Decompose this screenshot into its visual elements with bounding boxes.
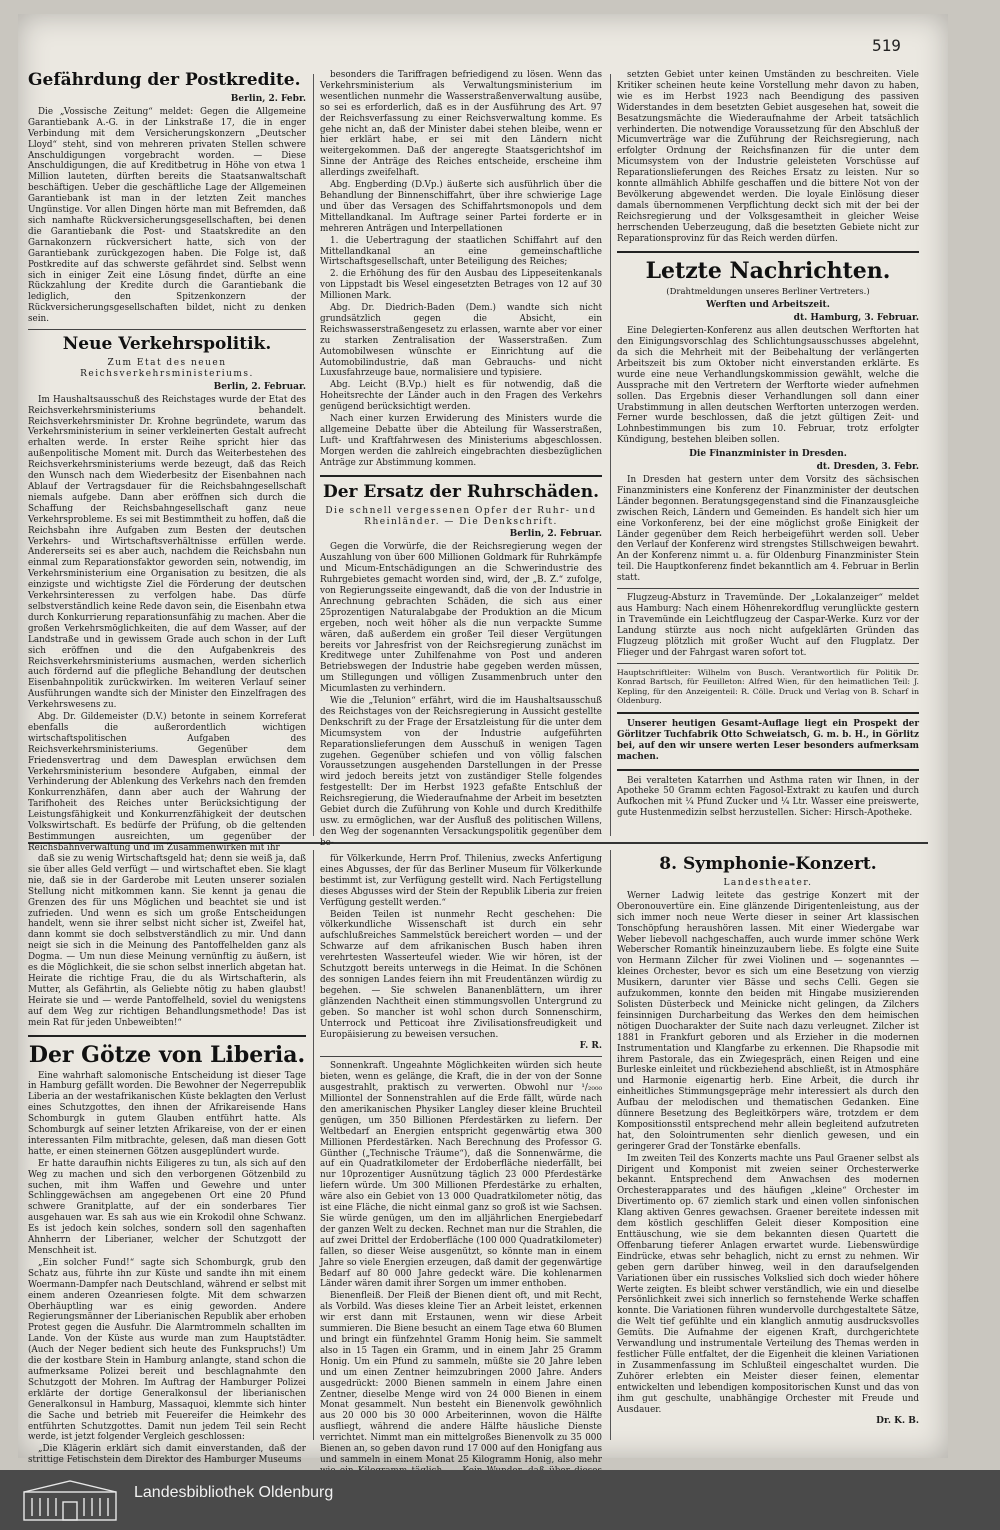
- newspaper-page: [18, 14, 948, 1466]
- column-rule: [313, 74, 314, 836]
- column-3-top: [617, 70, 919, 838]
- column-2-bottom: [320, 854, 602, 1465]
- article-paragraph: „Ein solcher Fund!“ sagte sich Schomburgk, grub den Schatz aus, führte ihn zur Küste und sandte ihn mit einem Woermann-Dampfer nach Deutschland, während er selbst mit einem anderen Ozeanriesen folgte. Mit dem schwarzen Oberhäuptling war es einig geworden. Andere Regierungsmänner der Liberianischen Republik aber erhoben Protest gegen die Ausfuhr. Die Alarmtrommeln schallten im Lande. Von der Küste aus wurde man zum Hauptstädter. (Auch der Neger bedient sich heute des Funkspruchs!) Um die der kostbare Stein in Hamburg anlangte, stand schon die aufmerksame Polizei bereit und beschlagnahmte den Schutzgott der Mohren. Im Auftrag der Hamburger Polizei erklärte der dortige Generalkonsul der liberianischen Generalkonsul in Hamburg, Massaquoi, klemmte sich hinter die Sache und betrieb mit Feuereifer die Heimkehr des entführten Schutzgottes. Damit nun jedem Teil sein Recht werde, ist jetzt folgender Vergleich geschlossen:: [28, 1257, 306, 1443]
- dateline: Berlin, 2. Februar.: [509, 529, 602, 540]
- article-title-verkehrspolitik: Neue Verkehrspolitik.: [62, 334, 272, 355]
- column-rule: [313, 850, 314, 1440]
- divider: [28, 1035, 306, 1037]
- article-title-nachrichten: Letzte Nachrichten.: [645, 257, 891, 284]
- article-subtitle: (Drahtmeldungen unseres Berliner Vertreters.): [666, 286, 870, 297]
- advertisement: Bei veralteten Katarrhen und Asthma raten wir Ihnen, in der Apotheke 50 Gramm echten Fagosol-Extrakt zu kaufen und durch Aufkochen mit ¼ Pfund Zucker und ¼ Ltr. Wasser eine preiswerte, gute Hustenmedizin selbst herzustellen. Sicher: Hirsch-Apotheke.: [617, 775, 919, 819]
- article-paragraph: Bienenfleiß. Der Fleiß der Bienen dient oft, und mit Recht, als Vorbild. Was dieses kleine Tier an Arbeit leistet, erkennen wir erst dann mit Erstaunen, wenn wir diese Arbeit summieren. Die Biene besucht an einem Tage etwa 60 Blumen und bringt ein fünfzehntel Gramm Honig heim. Sie sammelt also in 15 Tagen ein Gramm, und in einem Jahr 25 Gramm Honig. Um ein Pfund zu sammeln, müßte sie 20 Jahre leben und um einen Zentner heimzubringen 2000 Jahre. Anders ausgedrückt: 2000 Bienen sammeln in einem Jahre einen Zentner, dieselbe Menge wird von 24 000 Bienen in einem Monat gesammelt. Nun besteht ein Bienenvolk gewöhnlich aus 20 000 bis 30 000 Arbeiterinnen, wovon die Hälfte ausfliegt, während die andere Hälfte häusliche Dienste verrichtet. Nimmt man ein mittelgroßes Bienenvolk zu 35 000 Bienen an, so geben davon rund 17 000 auf den Honigfang aus und sammeln in einem Monat 25 Kilogramm Honig, also mehr: [320, 1291, 602, 1465]
- article-paragraph: setzten Gebiet unter keinen Umständen zu beschreiten. Viele Kritiker scheinen heute keine Vorstellung mehr davon zu haben, wie es im Herbst 1923 nach Beendigung des passiven Widerstandes in dem besetzten Gebiet ausgesehen hat, soweit die Besatzungsmächte die Wiederaufnahme der Arbeit tatsächlich verhinderten. Die notwendige Voraussetzung für den Abschluß der Micumverträge war die Zuführung der Reichsregierung, nach erfolgter Ordnung der Reichsfinanzen für die unter dem Micumsystem von der Industrie geleisteten Vorschüsse auf Reparationslieferungen des Reiches Ersatz zu leisten. Nur so konnte allmählich Abhilfe geschaffen und die bittere Not von der Bevölkerung abgewendet werden. Die loyale Einlösung dieser damals übernommenen Verpflichtung deckt sich mit der bei der Reichsregierung und der Volksgesamtheit in gleicher Weise herrschenden Ueberzeugung, daß die besetzten Gebiete nicht zur Reparationsprovinz für das Reich werden dürfen.: [617, 70, 919, 244]
- column-3-bottom: [617, 854, 919, 1446]
- news-subhead: Werften und Arbeitszeit.: [706, 300, 830, 311]
- library-name: Landesbibliothek Oldenburg: [134, 1484, 334, 1501]
- dateline: Berlin, 2. Febr.: [230, 94, 306, 104]
- article-paragraph: Flugzeug-Absturz in Travemünde. Der „Lokalanzeiger“ meldet aus Hamburg: Nach einem Höhenrekordflug verunglückte gestern in Travemünde ein Leichtflugzeug der Caspar-Werke. Kurz vor der Landung stürzte aus noch nicht aufgeklärten Gründen das Flugzeug plötzlich mit großer Wucht auf den Flugplatz. Der Flieger und der Fahrgast waren sofort tot.: [617, 593, 919, 658]
- article-subtitle: Zum Etat des neuen Reichsverkehrsministeriums.: [80, 358, 254, 379]
- article-paragraph: für Völkerkunde, Herrn Prof. Thilenius, zwecks Anfertigung eines Abgusses, der für das Berliner Museum für Völkerkunde bestimmt ist, zur Verfügung gestellt wird. Nach Fertigstellung dieses Abgusses wird der Stein der Republik Liberia zur freien Verfügung gestellt werden.“: [320, 854, 602, 908]
- article-paragraph: Nach einer kurzen Erwiderung des Ministers wurde die allgemeine Debatte über die Abteilung für Wasserstraßen, Luft- und Kraftfahrwesen des Ministeriums abgeschlossen. Morgen werden die zahlreich eingebrachten diesbezüglichen Anträge zur Abstimmung kommen.: [320, 414, 602, 468]
- article-paragraph: Im Haushaltsausschuß des Reichstages wurde der Etat des Reichsverkehrsministeriums behandelt. Reichsverkehrsminister Dr. Krohne begründete, warum das Verkehrsministerium in seiner verkleinerten Gestalt aufrecht erhalten werde. In erster Reihe spricht hier das außenpolitische Moment mit. Durch das Weiterbestehen des Reichsverkehrsministeriums werde bezeugt, daß das Reich den Wunsch nach dem Wiederbesitz der Eisenbahnen nach Ablauf der Vertragsdauer für die Reichsbahngesellschaft niemals aufgebe. Dann aber eröffnen sich durch die Schaffung der Reichsbahngesellschaft ganz neue Verkehrsprobleme. Es sei mit Bestimmtheit zu hoffen, daß die Reichsbahn ihre Aufgaben zum Besten der deutschen Verkehrs- und Wirtschaftsverhältnisse erfüllen werde. Andererseits sei es aber auch, nachdem die Reichsbahn nun einmal zum Reparationsfaktor geworden sein, notwendig, im Verkehrsministerium eine Organisation zu besitzen, die als einzigste und wichtigste Ziel die Förderung der deutschen Verkehrsinteressen zu verfolgen habe. Das dürfe selbstverständlich keine Rede davon sein, die Eisenbahn etwa durch Konkurrierung reparationsunfähig zu machen. Aber die großen Verkehrsmöglichkeiten, die auf dem Wasser, auf der Landstraße und in gewissem Grade auch schon in der Luft sich eröffnen und die den Aufgabenkreis des Reichsverkehrsministeriums ausmachen, werden sicherlich auch fördernd auf die pflegliche Behandlung der deutschen Eisenbahnpolitik zurückwirken. Im weiteren Verlauf seiner Ausführungen wandte sich der Minister den Einzelfragen des Verkehrswesens zu.: [28, 394, 306, 711]
- article-paragraph: daß sie zu wenig Wirtschaftsgeld hat; denn sie weiß ja, daß sie über alles Geld verfügt — und wirtschaftet eben. Sie klagt nie, daß sie in der Garderobe mit Leuten unserer sozialen Stellung nicht mitkommen kann. Sie kennt ja genau die Grenzen des für uns Möglichen und beachtet sie und ist zufrieden. Und wenn es sich um große Entscheidungen handelt, wenn sie ihrer selbst nicht sicher ist, Zweifel hat, dann kommt sie doch selbstverständlich zu mir. Und dann neigt sie sich in die Meinung des Pantoffelhelden ganz als Dogma. — Um nun diese Meinung vernünftig zu äußern, ist es die Möglichkeit, die sie schon selbst innerlich abgetan hat. Heirate die richtige Frau, die du als Wirtschafterin, als Mutter, als Gefährtin, als Geliebte nötig zu haben glaubst! Heirate sie und — werde Pantoffelheld, soviel du wenigstens auf dem Weg zur richtigen Behandlungsmethode! Das ist mein Rat für jeden Unbeweibten!“: [28, 854, 306, 1028]
- article-paragraph: Abg. Leicht (B.Vp.) hielt es für notwendig, daß die Hoheitsrechte der Länder auch in den Fragen des Verkehrs genügend berücksichtigt werden.: [320, 380, 602, 413]
- column-1-top: [28, 70, 306, 853]
- article-paragraph: besonders die Tariffragen befriedigend zu lösen. Wenn das Verkehrsministerium als Verwaltungsministerium im wesentlichen nunmehr die Wasserstraßenverwaltung ausübe, so sei es erforderlich, daß es in der Ausführung des Art. 97 der Reichsverfassung zu einer Reichsverwaltung komme. Es gehe nicht an, daß der Minister dabei stehen bleibe, wenn er hier erklärt habe, er sei mit den Ländern nicht weitergekommen. Daß der angeregte Staatsgerichtshof im Sinne der Anträge des Reiches entscheide, erscheine ihm allerdings zweifelhaft.: [320, 70, 602, 179]
- article-paragraph: Beiden Teilen ist nunmehr Recht geschehen: Die völkerkundliche Wissenschaft ist durch ein sehr aufschlußreiches Sammelstück bereichert worden — und der Schwarze auf dem afrikanischen Busch haben ihren verehrtesten Wasserteufel wieder. Wie wir hören, ist der Schutzgott bereits unterwegs in die Heimat. In die Schönen des sonnigen Landes feiern ihn mit Freudentänzen würdig zu begehen. — Sie schwelen Bananenblättern, um ihrer glänzenden Nachtheit einen stimmungsvollen Untergrund zu geben. So mancher ist wohl schon durch Sonnenschirm, Unterrock und Petticoat ihre Zivilisationsfreudigkeit und Europäisierung zu beweisen versuchen.: [320, 909, 602, 1040]
- dateline: dt. Hamburg, 3. Februar.: [793, 313, 919, 324]
- article-paragraph: Sonnenkraft. Ungeahnte Möglichkeiten würden sich heute bieten, wenn es gelänge, die Kraft, die in der von der Sonne ausgestrahlt, praktisch zu verwerten. Obwohl nur ¹/₂₀₀₀ Milliontel der Sonnenstrahlen auf die Erde fällt, würde nach den amerikanischen Physiker Langley dieser kleine Bruchteil genügen, um 350 Billionen Pferdestärken zu liefern. Der Weltbedarf an Energien entspricht gegenwärtig etwa 300 Millionen Pferdestärken. Nach Berechnung des Professor G. Günther („Technische Träume“), daß die Sonnenwärme, die auf ein Quadratkilometer der Erdoberfläche niederfällt, bei nur 10prozentiger Ausnützung täglich 23 000 Pferdestärke liefern würde. Um 300 Millionen Pferdestärke zu erhalten, wäre also ein Gebiet von 13 000 Quadratkilometer nötig, das ist eine Fläche, die nicht einmal ganz so groß ist wie Sachsen. Sie würde genügen, um den im alljährlichen Energiebedarf der ganzen Welt zu decken. Rechnet man nur die Strahlen, die auf zwei Drittel der Erdoberfläche (100 000 Quadratkilometer) fallen, so dieser Weise ausgenützt, so könnte man in einem Jahre so viele Energien erzeugen, daß damit der gegenwärtige Bedarf auf 80 000 Jahre gedeckt wäre. Die kohlenarmen Länder wären damit ihrer Sorgen um immer enthoben.: [320, 1061, 602, 1290]
- divider: [28, 329, 306, 330]
- divider: [320, 475, 602, 477]
- divider: [617, 712, 919, 714]
- article-paragraph: Die „Vossische Zeitung“ meldet: Gegen die Allgemeine Garantiebank A.-G. in der Linkstraße 17, die in enger Verbindung mit dem Versicherungskonzern „Deutscher Lloyd“ steht, sind von mehreren privaten Stellen schwere Anschuldigungen vorgebracht worden. — Diese Anschuldigungen, die auf Kreditbetrug in Höhe von etwa 1 Million lauteten, dürften bereits die Staatsanwaltschaft beschäftigen. Ueber die geschäftliche Lage der Allgemeinen Garantiebank ist man in der letzten Zeit manches Ungünstige. Vor allen Dingen hörte man mit Befremden, daß sich namhafte Rückversicherungsgesellschaften, bei denen die Garantiebank die Post- und Staatskredite an den Garnakonzern rückversichert hatte, sich von der Garantiebank zurückgezogen haben. Die Folge ist, daß Postkredite auf das schwerste gefährdet sind. Selbst wenn sich in einiger Zeit eine Lösung findet, dürfte an eine Rückzahlung der Kredite durch die Garantiebank die lediglich, den Spitzenkonzern der Rückversicherungsgesellschaften bildet, nicht zu denken sein.: [28, 106, 306, 325]
- divider: [617, 663, 919, 664]
- article-paragraph: 1. die Uebertragung der staatlichen Schiffahrt auf den Mittellandkanal an eine gemeinschaftliche Wirtschaftsgesellschaft, unter Beteiligung des Reiches;: [320, 235, 602, 268]
- article-paragraph: In Dresden hat gestern unter dem Vorsitz des sächsischen Finanzministers eine Konferenz der Finanzminister der deutschen Länder begonnen. Beratungsgegenstand sind die Finanzausgleiche zwischen Reich, Ländern und Gemeinden. Es handelt sich hier um eine Vorkonferenz, bei der eine möglichst große Einigkeit der Länder gegenüber dem Reich herbeigeführt werden soll. Ueber den Verlauf der Konferenz wird strengstes Stillschweigen bewahrt. An der Konferenz nimmt u. a. für Oldenburg Finanzminister Stein teil. Die Hauptkonferenz findet bekanntlich am 4. Februar in Berlin statt.: [617, 475, 919, 584]
- column-rule: [610, 850, 611, 1440]
- article-paragraph: Gegen die Vorwürfe, die der Reichsregierung wegen der Auszahlung von über 600 Millionen Goldmark für Ruhrkämpfe und Micum-Entschädigungen an die Schwerindustrie des Ruhrgebietes gemacht worden sind, wird, der „B. Z.“ zufolge, von Regierungsseite eingewandt, daß die von der Industrie in Anrechnung gebrachten Schäden, die sich aus einer 25prozentigen Naturalabgabe der Produktion an die Micum ergeben, noch weit höher als die nun verpackte Summe wären, daß außerdem ein großer Teil dieser Vergütungen bereits vor Jahresfrist von der Reichsregierung zunächst im Kreditwege unter Zuhilfenahme von Post und anderen Betriebswegen der Industrie habe gegeben werden müssen, um Stillegungen und völligen Zusammenbruch unter den Micumlasten zu verhindern.: [320, 542, 602, 695]
- dateline: dt. Dresden, 3. Febr.: [816, 462, 919, 473]
- library-building-icon: [22, 1478, 118, 1522]
- article-title-postkredite: Gefährdung der Postkredite.: [28, 70, 301, 90]
- article-paragraph: 2. die Erhöhung des für den Ausbau des Lippeseitenkanals von Lippstadt bis Wesel eingesetzten Betrages von 12 auf 30 Millionen Mark.: [320, 269, 602, 302]
- news-subhead: Die Finanzminister in Dresden.: [689, 449, 847, 460]
- article-paragraph: Abg. Dr. Diedrich-Baden (Dem.) wandte sich nicht grundsätzlich gegen die Absicht, ein Reichswasserstraßengesetz zu erlassen, warnte aber vor einer zu starken Zentralisation der Wasserstraßen. Zum Automobilwesen wünschte er Einrichtung auf die Automobilindustrie, daß man Gebrauchs- und nicht Luxusfahrzeuge baue, normalisiere und typisiere.: [320, 303, 602, 379]
- column-2-top: [320, 70, 602, 848]
- supplement-notice: Unserer heutigen Gesamt-Auflage liegt ein Prospekt der Görlitzer Tuchfabrik Otto Schweiatsch, G. m. b. H., in Görlitz bei, auf den wir unsere werten Leser besonders aufmerksam machen.: [617, 718, 919, 762]
- article-paragraph: Er hatte daraufhin nichts Eiligeres zu tun, als sich auf den Weg zu machen und sich den verborgenen Götzenbild zu suchen, mit ihm Waffen und Gewehre und unter Schlinggewächsen am angegebenen Ort eine 20 Pfund schwere Granitplatte, auf der ein sonderbares Tier ausgehauen war. Es sah aus wie ein Krokodil ohne Schwanz. Es ist jedoch kein solches, sondern soll den sagenhaften Ahnherrn der Liberianer, welcher der Schutzgott der Menschheit ist.: [28, 1158, 306, 1256]
- article-paragraph: „Die Klägerin erklärt sich damit einverstanden, daß der strittige Fetischstein dem Direktor des Hamburger Museums: [28, 1444, 306, 1466]
- article-title-liberia: Der Götze von Liberia.: [28, 1041, 306, 1068]
- article-title-konzert: 8. Symphonie-Konzert.: [659, 854, 877, 874]
- article-paragraph: Abg. Dr. Gildemeister (D.V.) betonte in seinem Korreferat ebenfalls die außerordentlich wichtigen wirtschaftspolitischen Aufgaben des Reichsverkehrsministeriums. Gegenüber dem Friedensvertrag und dem Dawesplan erwüchsen dem Verkehrsministerium besondere Aufgaben, einmal der Verhinderung der Ablenkung des Verkehrs nach den fremden Konkurrenzhäfen, dann aber auch der Wahrung der Tarifhoheit des Reiches unter Berücksichtigung der Leistungsfähigkeit und Konkurrenzfähigkeit der deutschen Volkswirtschaft. Es bedürfe der Prüfung, ob die geltenden Bestimmungen ausreichten, um gegenüber der Reichsbahnverwaltung und im Zusammenwirken mit ihr: [28, 712, 306, 853]
- column-1-bottom: [28, 854, 306, 1466]
- column-rule: [610, 74, 611, 836]
- divider: [617, 588, 919, 589]
- article-paragraph: Im zweiten Teil des Konzerts machte uns Paul Graener selbst als Dirigent und Komponist mit zweien seiner Orchesterwerke bekannt. Entsprechend dem Anwachsen des modernen Orchesterapparates und des häufigen „kleine“ Orchester im Divertimento op. 67 ziemlich stark und einen vollen sinfonischen Klang aktiven Genres gewachsen. Graener bereitete indessen mit dem köstlich geschliffen Geleit dieser Komposition eine Enttäuschung, wie sie dem bekannten diesen Quartett die Offenbarung tieferer Anlagen erwartet wurde. Liebenswürdige Eindrücke, etwas sehr behaglich, nicht zu ernst zu nehmen. Wir geben gern darüber hinweg, weil in den daraufselgenden Variationen über ein russisches Volkslied sich doch wieder höhere Werte zeigten. Es bleibt schwer verständlich, wie ein und dieselbe Persönlichkeit zwei sich innerlich so fernstehende Werke schaffen konnte. Die Variationen führen wundervolle durchgestaltete Sätze, die Welt tief gefühlte und ein klanglich anmutig ausdrucksvolles Gemüts. Die Aufnahme der eigenen Kraft, durchgerichtete Verwandlung und instrumentale Verteilung des Themas werden in festlicher Fülle entfaltet, der die Eigenheit die kleinen Variationen in Zusammenfassung im Schlußteil eingeschaltet wurden. Die Zuhörer erlebten ein Meister dieser feinen, elementar entwickelten und lebendigen kompositorischen Kunst und das von ihm gut geschulte, unabhängige Orchester mit Freude und Ausdauer.: [617, 1153, 919, 1415]
- article-paragraph: Eine wahrhaft salomonische Entscheidung ist dieser Tage in Hamburg gefällt worden. Die Bewohner der Negerrepublik Liberia an der westafrikanischen Küste beklagten den Verlust eines Schutzgottes, den ihnen der Afrikareisende Hans Schomburgk in gutem Glauben entführt hatte. Als Schomburgk auf seiner letzten Afrikareise, von der er einen interessanten Film mitbrachte, gelesen, daß man diesen Gott hatte, er einen steinernen Götzen ausgeplündert wurde.: [28, 1070, 306, 1157]
- article-paragraph: Werner Ladwig leitete das gestrige Konzert mit der Oberonouvertüre ein. Eine glänzende Dirigentenleistung, aus der sich immer noch neue Werte dieser in seiner Art klassischen Tonschöpfung heraushören lassen. Mit einer Wiedergabe war Weber liebevoll nachgeschaffen, auch wurde immer schöne Werk Weberscher Romantik hineinzuzaubern liebe. Es folgte eine Suite von Hermann Zilcher für zwei Violinen und — sogenanntes — kleines Orchester, bevor es sich um eine Besetzung von vierzig Musikern, darunter vier Bässe und sechs Celli. Gegen sie aufzukommen, konnte den beiden mit Hingabe musizierenden Solisten Düsterbeck und Meinicke nicht gelingen, da Zilchers feinsinnigen Durcharbeitung das Werkes den dem heimischen nötigen Duocharakter der Suite nach dazu verleugnet. Zilcher ist 1881 in Frankfurt geboren und als Erzieher in die modernen Instrumentation und Klangfarbe zu erkennen. Die Rhapsodie mit ihrem Pastorale, das ein Zwiegespräch, einen Reigen und eine Burleske einleitet und rückbeziehend abschließt, ist in Atmosphäre und Harmonie eigenartig herb. Eine Arbeit, die durch ihr einheitliches Stimmungsgepräge mehr interessiert als durch den Aufbau der melodischen und thematischen Gedanken. Eine dünnere Besetzung des Begleitkörpers wäre, trotzdem er dem Kompositionsstil entsprechend mehr allein begleitend aufzutreten hat, den Solointrumenten sehr dienlich gewesen, und ein geringerer Grad der Tonstärke ebenfalls.: [617, 890, 919, 1152]
- article-title-ruhr: Der Ersatz der Ruhrschäden.: [322, 481, 600, 502]
- divider: [617, 769, 919, 771]
- article-paragraph: Eine Delegierten-Konferenz aus allen deutschen Werftorten hat den Einigungsvorschlag des Schlichtungsausschusses abgelehnt, da sich die Mehrheit mit der Beibehaltung der verlängerten Arbeitszeit bis zum Oktober nicht einverstanden erklärte. Es wurde eine neue Verhandlungskommission gewählt, welche die Aussprache mit den Vertretern der Werftorte wieder aufnehmen sollen. Das Ergebnis dieser Verhandlungen soll dann einer Urabstimmung in allen deutschen Werftorten unterzogen werden. Ferner wurde beschlossen, daß die jetzt gültigen Zeit- und Lohnbestimmungen bis zum 10. Februar, trotz erfolgter Kündigung, bestehen bleiben sollen.: [617, 326, 919, 446]
- author-sign: F. R.: [579, 1041, 602, 1052]
- library-footer: [0, 1470, 1000, 1530]
- imprint: Hauptschriftleiter: Wilhelm von Busch. Verantwortlich für Politik Dr. Konrad Bartsch, für Feuilleton: Alfred Wien, für den heimatlichen Teil: J. Kepling, für den Anzeigenteil: R. Cölle. Druck und Verlag von B. Scharf in Oldenburg.: [617, 667, 919, 706]
- article-subtitle: Die schnell vergessenen Opfer der Ruhr- und Rheinländer. — Die Denkschrift.: [325, 505, 597, 527]
- article-paragraph: Wie die „Telunion“ erfährt, wird die im Haushaltsausschuß des Reichstages von der Reichsregierung in Aussicht gestellte Denkschrift zu der Frage der Ersatzleistung für die unter dem Micumsystem von der Industrie aufgeführten Reparationslieferungen dem Ausschuß in wenigen Tagen zugehen. Gegenüber schiefen und von völlig falschen Voraussetzungen ausgehenden Darstellungen in der Presse wird jedoch bereits jetzt von zuständiger Stelle folgendes festgestellt: Der im Herbst 1923 gefaßte Entschluß der Reichsregierung, die Wiederaufnahme der Arbeit im besetzten Gebiet durch die Zuführung von Kohle und durch Kredithilfe usw. zu ermöglichen, war der Ausfluß des politischen Willens, den Weg der sogenannten Versackungspolitik gegenüber dem be-: [320, 696, 602, 848]
- article-paragraph: Abg. Engberding (D.Vp.) äußerte sich ausführlich über die Behandlung der Binnenschiffahrt, über ihre schwierige Lage und über das Versagen des Schiffahrtsmonopols und dem Mittellandkanal. Im Auftrage seiner Partei forderte er in mehreren Anträgen und Interpellationen: [320, 180, 602, 234]
- divider: [320, 1056, 602, 1057]
- page-number: 519: [872, 36, 901, 55]
- dateline: Berlin, 2. Februar.: [213, 381, 306, 392]
- article-subtitle: Landestheater.: [723, 878, 813, 888]
- divider: [617, 251, 919, 253]
- author-sign: Dr. K. B.: [876, 1416, 919, 1427]
